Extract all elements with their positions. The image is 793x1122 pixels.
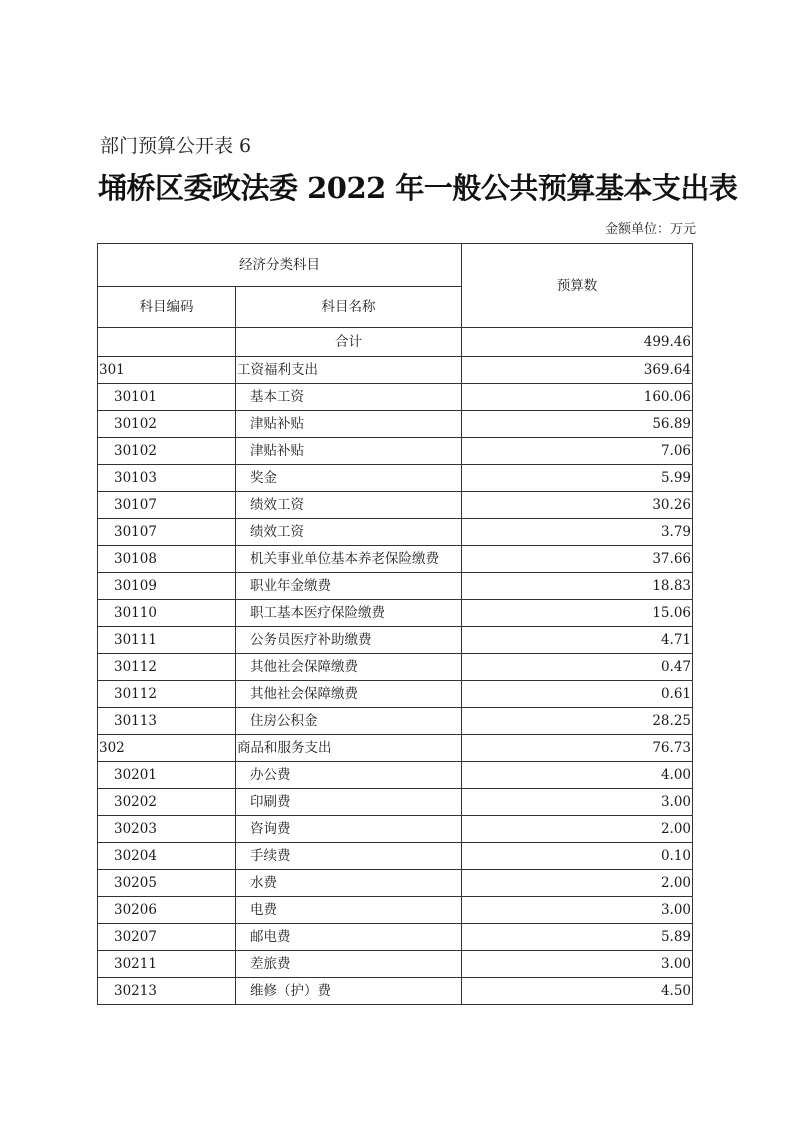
total-value: 499.46 [462, 328, 693, 357]
budget-amount-cell: 0.47 [462, 654, 693, 681]
table-row [98, 465, 693, 492]
table-row [98, 627, 693, 654]
subject-name-cell: 手续费 [236, 843, 462, 870]
subject-name-cell: 水费 [236, 870, 462, 897]
table-row [98, 924, 693, 951]
table-row [98, 816, 693, 843]
table-row [98, 735, 693, 762]
subject-name-cell: 公务员医疗补助缴费 [236, 627, 462, 654]
budget-amount-cell: 2.00 [462, 870, 693, 897]
subject-code-cell: 30201 [98, 762, 236, 789]
subject-code-cell: 30102 [98, 438, 236, 465]
subject-code-cell: 30111 [98, 627, 236, 654]
budget-table [97, 243, 693, 1005]
subject-code-cell: 30113 [98, 708, 236, 735]
subject-name-cell: 咨询费 [236, 816, 462, 843]
table-row [98, 492, 693, 519]
budget-amount-cell: 37.66 [462, 546, 693, 573]
budget-amount-cell: 0.10 [462, 843, 693, 870]
budget-amount-cell: 15.06 [462, 600, 693, 627]
subject-name-cell: 机关事业单位基本养老保险缴费 [236, 546, 462, 573]
subject-name-cell: 绩效工资 [236, 492, 462, 519]
subject-code-cell: 30213 [98, 978, 236, 1005]
subject-code-cell: 30203 [98, 816, 236, 843]
budget-amount-cell: 3.00 [462, 951, 693, 978]
subject-code-cell: 30107 [98, 492, 236, 519]
subject-name-cell: 邮电费 [236, 924, 462, 951]
table-number-label: 部门预算公开表 6 [100, 135, 252, 157]
table-row [98, 708, 693, 735]
budget-amount-cell: 3.00 [462, 897, 693, 924]
subject-name-cell: 职工基本医疗保险缴费 [236, 600, 462, 627]
subject-name-cell: 绩效工资 [236, 519, 462, 546]
subject-name-cell: 津贴补贴 [236, 438, 462, 465]
total-label: 合计 [236, 328, 462, 357]
budget-amount-cell: 7.06 [462, 438, 693, 465]
table-row [98, 546, 693, 573]
table-row [98, 438, 693, 465]
budget-amount-header: 预算数 [462, 244, 693, 328]
table-row [98, 789, 693, 816]
budget-amount-cell: 4.50 [462, 978, 693, 1005]
subject-code-cell: 302 [98, 735, 236, 762]
subject-code-cell: 30102 [98, 411, 236, 438]
subject-name-cell: 奖金 [236, 465, 462, 492]
budget-amount-cell: 4.71 [462, 627, 693, 654]
budget-amount-cell: 18.83 [462, 573, 693, 600]
subject-name-cell: 其他社会保障缴费 [236, 654, 462, 681]
subject-code-cell: 30206 [98, 897, 236, 924]
subject-name-cell: 办公费 [236, 762, 462, 789]
table-row [98, 951, 693, 978]
table-row [98, 573, 693, 600]
table-row [98, 357, 693, 384]
table-row [98, 384, 693, 411]
subject-name-cell: 商品和服务支出 [236, 735, 462, 762]
subject-code-cell: 30109 [98, 573, 236, 600]
budget-amount-cell: 3.00 [462, 789, 693, 816]
subject-name-cell: 维修（护）费 [236, 978, 462, 1005]
subject-code-cell: 30205 [98, 870, 236, 897]
budget-amount-cell: 30.26 [462, 492, 693, 519]
subject-name-cell: 基本工资 [236, 384, 462, 411]
budget-amount-cell: 28.25 [462, 708, 693, 735]
page-title: 埇桥区委政法委 2022 年一般公共预算基本支出表 [98, 171, 738, 205]
economic-classification-header: 经济分类科目 [98, 244, 462, 287]
table-row [98, 843, 693, 870]
table-row [98, 978, 693, 1005]
budget-amount-cell: 369.64 [462, 357, 693, 384]
total-code-cell [98, 328, 236, 357]
subject-name-header: 科目名称 [236, 287, 462, 328]
subject-code-header: 科目编码 [98, 287, 236, 328]
amount-unit-label: 金额单位：万元 [604, 222, 696, 237]
table-row [98, 870, 693, 897]
table-row [98, 600, 693, 627]
subject-code-cell: 30103 [98, 465, 236, 492]
subject-code-cell: 30112 [98, 654, 236, 681]
budget-amount-cell: 56.89 [462, 411, 693, 438]
budget-amount-cell: 5.99 [462, 465, 693, 492]
budget-amount-cell: 160.06 [462, 384, 693, 411]
table-row [98, 411, 693, 438]
table-row [98, 519, 693, 546]
subject-code-cell: 30101 [98, 384, 236, 411]
subject-name-cell: 差旅费 [236, 951, 462, 978]
subject-name-cell: 职业年金缴费 [236, 573, 462, 600]
budget-amount-cell: 2.00 [462, 816, 693, 843]
subject-code-cell: 30110 [98, 600, 236, 627]
subject-name-cell: 津贴补贴 [236, 411, 462, 438]
subject-code-cell: 30112 [98, 681, 236, 708]
subject-code-cell: 30204 [98, 843, 236, 870]
subject-code-cell: 301 [98, 357, 236, 384]
table-header-row [98, 244, 693, 287]
budget-amount-cell: 4.00 [462, 762, 693, 789]
subject-code-cell: 30207 [98, 924, 236, 951]
table-row [98, 681, 693, 708]
budget-amount-cell: 5.89 [462, 924, 693, 951]
subject-name-cell: 其他社会保障缴费 [236, 681, 462, 708]
table-row [98, 654, 693, 681]
budget-amount-cell: 76.73 [462, 735, 693, 762]
subject-code-cell: 30211 [98, 951, 236, 978]
subject-code-cell: 30107 [98, 519, 236, 546]
budget-amount-cell: 3.79 [462, 519, 693, 546]
subject-name-cell: 工资福利支出 [236, 357, 462, 384]
subject-code-cell: 30108 [98, 546, 236, 573]
table-row [98, 897, 693, 924]
total-row [98, 328, 693, 357]
subject-name-cell: 电费 [236, 897, 462, 924]
subject-code-cell: 30202 [98, 789, 236, 816]
subject-name-cell: 印刷费 [236, 789, 462, 816]
table-row [98, 762, 693, 789]
subject-name-cell: 住房公积金 [236, 708, 462, 735]
budget-amount-cell: 0.61 [462, 681, 693, 708]
